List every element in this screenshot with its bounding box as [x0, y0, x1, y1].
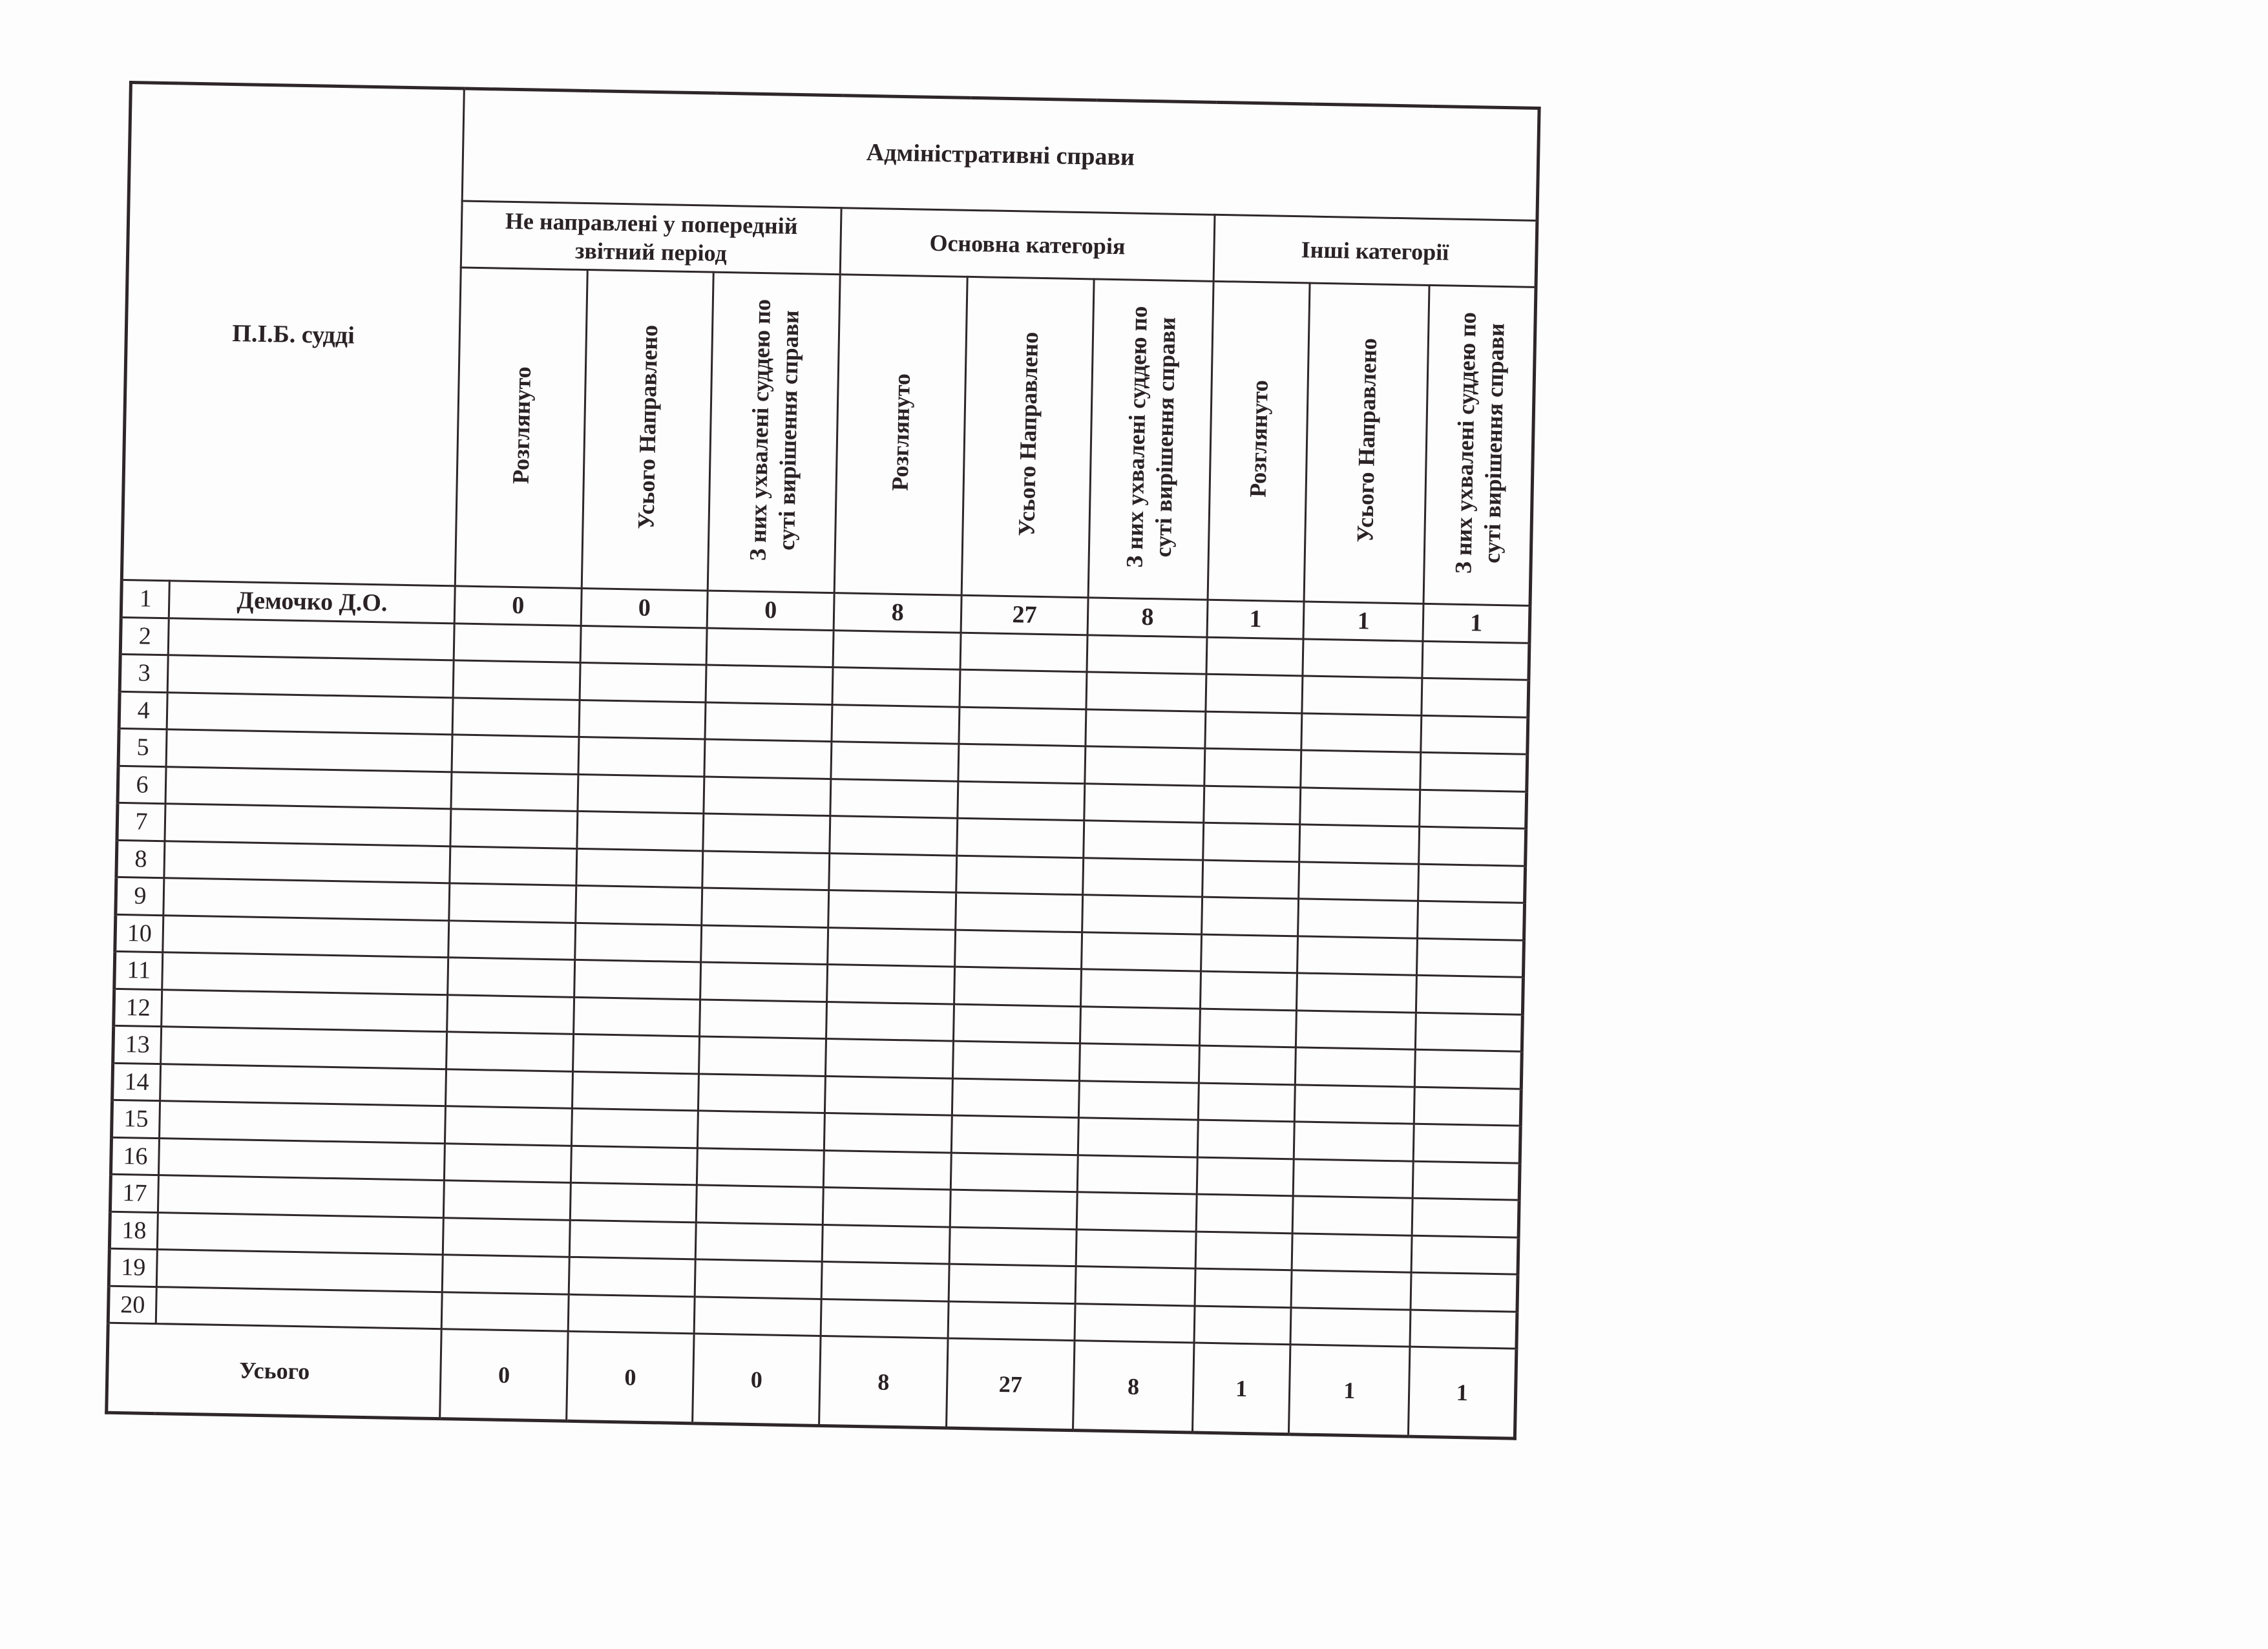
value-cell: [579, 700, 706, 739]
value-cell: 27: [961, 595, 1087, 635]
value-cell: [825, 1039, 954, 1078]
value-cell: [952, 1078, 1079, 1118]
value-cell: [828, 890, 956, 930]
value-cell: [452, 697, 579, 737]
value-cell: [1204, 786, 1301, 824]
judge-name-cell: [156, 1287, 442, 1329]
value-cell: [576, 885, 702, 925]
judge-name-cell: [162, 989, 448, 1032]
column-header: Усього Направлено: [582, 270, 713, 591]
value-cell: [445, 1143, 571, 1182]
value-cell: [956, 892, 1082, 932]
row-number: 8: [116, 840, 165, 878]
value-cell: [832, 704, 960, 744]
value-cell: [1418, 864, 1526, 903]
value-cell: [580, 625, 707, 665]
value-cell: [1195, 1268, 1292, 1307]
value-cell: [1196, 1194, 1293, 1233]
column-header: Усього Направлено: [1304, 283, 1429, 604]
value-cell: 0: [581, 588, 708, 627]
judge-name-cell: [161, 1027, 447, 1069]
row-number: 1: [121, 580, 169, 618]
judges-report-table: [105, 81, 1540, 1440]
value-cell: [576, 848, 703, 888]
judge-name-cell: [156, 1250, 443, 1292]
value-cell: [454, 623, 581, 662]
row-number: 6: [118, 766, 166, 804]
value-cell: [571, 1146, 697, 1185]
value-cell: [1076, 1229, 1196, 1268]
value-cell: [960, 633, 1087, 672]
scanned-report-sheet: [105, 81, 1541, 1464]
value-cell: [450, 846, 576, 885]
value-cell: [572, 1071, 698, 1111]
value-cell: [829, 853, 958, 892]
judge-name-cell: [164, 841, 450, 883]
value-cell: [1206, 674, 1303, 713]
value-cell: [1087, 635, 1207, 674]
value-cell: [698, 1073, 825, 1113]
value-cell: [1300, 787, 1420, 826]
total-cell: 8: [1073, 1341, 1194, 1433]
value-cell: [443, 1255, 569, 1294]
value-cell: [1079, 1044, 1199, 1083]
value-cell: [447, 994, 574, 1034]
value-cell: [572, 1034, 699, 1073]
value-cell: [953, 1041, 1080, 1080]
value-cell: [955, 930, 1082, 969]
judge-name-cell: [167, 655, 454, 698]
value-cell: [694, 1296, 821, 1336]
value-cell: [1418, 901, 1525, 940]
value-cell: [1197, 1120, 1294, 1159]
judge-name-header: П.І.Б. судді: [121, 83, 464, 586]
row-number: 19: [109, 1248, 157, 1287]
value-cell: [830, 816, 958, 856]
value-cell: [1086, 709, 1206, 748]
row-number: 20: [108, 1286, 156, 1324]
table-header: [121, 83, 1539, 606]
group-header-previous-period: Не направлені у попередній звітний період: [461, 201, 841, 275]
value-cell: [1422, 641, 1529, 680]
row-number: 5: [118, 728, 167, 766]
value-cell: [1416, 975, 1524, 1014]
value-cell: 0: [455, 586, 582, 625]
value-cell: [701, 925, 828, 964]
value-cell: [833, 630, 961, 669]
judge-name-cell: [163, 878, 450, 921]
value-cell: [1294, 1084, 1414, 1124]
value-cell: [1299, 824, 1420, 864]
row-number: 4: [119, 691, 167, 730]
value-cell: [1297, 973, 1417, 1013]
value-cell: [580, 662, 706, 702]
value-cell: [1413, 1124, 1520, 1163]
value-cell: [700, 962, 827, 1002]
value-cell: [952, 1115, 1078, 1155]
value-cell: 0: [707, 591, 834, 630]
value-cell: [1412, 1161, 1520, 1201]
value-cell: [697, 1148, 824, 1187]
value-cell: [578, 737, 705, 776]
value-cell: [1295, 1047, 1415, 1087]
value-cell: [1417, 938, 1524, 978]
value-cell: [703, 814, 830, 853]
value-cell: [1081, 932, 1201, 971]
row-number: 11: [114, 951, 163, 989]
value-cell: [1298, 899, 1418, 938]
value-cell: [1301, 713, 1422, 752]
value-cell: [954, 967, 1081, 1006]
judge-name-cell: [163, 915, 449, 958]
value-cell: [1411, 1235, 1518, 1275]
value-cell: [1075, 1303, 1195, 1343]
value-cell: [958, 744, 1085, 783]
value-cell: [1078, 1080, 1199, 1120]
value-cell: [569, 1257, 695, 1296]
judge-name-cell: [162, 952, 448, 995]
judge-name-cell: [160, 1064, 446, 1106]
value-cell: 8: [834, 593, 962, 633]
value-cell: [1082, 895, 1202, 934]
value-cell: [1198, 1083, 1295, 1122]
value-cell: [954, 1004, 1080, 1044]
value-cell: [705, 702, 832, 742]
column-header: З них ухвалені суддею по суті вирішення справи: [1088, 279, 1213, 600]
column-header: Розглянуто: [834, 275, 968, 596]
total-cell: 27: [947, 1338, 1075, 1431]
value-cell: [450, 809, 577, 848]
value-cell: [960, 669, 1086, 709]
value-cell: 1: [1423, 604, 1530, 643]
judge-name-cell: Демочко Д.О.: [169, 581, 455, 624]
value-cell: [1416, 1013, 1523, 1052]
value-cell: [949, 1227, 1076, 1266]
value-cell: [1291, 1270, 1411, 1310]
value-cell: [573, 997, 700, 1036]
value-cell: [1204, 748, 1301, 787]
value-cell: [1293, 1159, 1413, 1198]
value-cell: [1290, 1307, 1411, 1347]
value-cell: [695, 1259, 822, 1299]
row-number: 15: [112, 1100, 160, 1138]
judge-name-cell: [165, 766, 452, 809]
value-cell: [1080, 1006, 1200, 1045]
value-cell: [1200, 971, 1297, 1010]
judge-name-cell: [159, 1138, 445, 1181]
row-number: 16: [110, 1137, 159, 1175]
value-cell: [1195, 1232, 1292, 1270]
value-cell: [1078, 1118, 1198, 1157]
value-cell: [827, 927, 956, 967]
value-cell: [1294, 1122, 1414, 1161]
value-cell: [832, 667, 961, 707]
value-cell: [823, 1187, 951, 1226]
group-header-other-categories: Інші категорії: [1213, 215, 1537, 287]
value-cell: [1410, 1310, 1517, 1349]
value-cell: [1083, 821, 1203, 860]
judge-name-cell: [168, 618, 454, 660]
value-cell: [451, 772, 578, 811]
value-cell: [448, 958, 574, 997]
value-cell: [956, 856, 1083, 895]
value-cell: [445, 1106, 572, 1146]
value-cell: [1086, 672, 1206, 711]
value-cell: [959, 707, 1086, 746]
judge-name-cell: [158, 1175, 444, 1218]
value-cell: [578, 774, 704, 814]
value-cell: [831, 742, 960, 781]
value-cell: [1296, 1010, 1416, 1049]
value-cell: [702, 888, 828, 927]
value-cell: [704, 739, 831, 779]
judge-name-cell: [165, 804, 451, 846]
value-cell: [442, 1292, 569, 1331]
value-cell: [1415, 1049, 1522, 1089]
value-cell: [446, 1069, 572, 1108]
value-cell: [577, 811, 704, 850]
value-cell: [949, 1264, 1075, 1303]
column-header: З них ухвалені суддею по суті вирішення справи: [1423, 285, 1536, 605]
value-cell: [700, 999, 826, 1038]
group-header-main-category: Основна категорія: [840, 208, 1215, 282]
value-cell: [1292, 1233, 1412, 1272]
value-cell: [444, 1181, 571, 1220]
value-cell: [1194, 1306, 1291, 1345]
row-number: 13: [113, 1025, 162, 1064]
value-cell: [1299, 861, 1419, 901]
value-cell: [568, 1294, 695, 1334]
value-cell: [448, 920, 575, 960]
value-cell: [830, 779, 959, 818]
value-cell: [698, 1111, 824, 1150]
value-cell: [449, 883, 576, 923]
value-cell: [1303, 638, 1423, 678]
value-cell: [1206, 637, 1303, 676]
total-label: Усього: [107, 1323, 442, 1418]
value-cell: [443, 1217, 570, 1257]
judge-name-cell: [157, 1212, 443, 1255]
value-cell: [569, 1220, 696, 1259]
value-cell: [1422, 678, 1529, 717]
value-cell: [574, 960, 701, 999]
row-number: 12: [114, 989, 162, 1027]
value-cell: [957, 818, 1084, 857]
value-cell: [1202, 860, 1299, 899]
value-cell: [821, 1299, 949, 1338]
row-number: 2: [120, 617, 169, 655]
value-cell: 1: [1207, 600, 1304, 638]
value-cell: [958, 781, 1084, 821]
judge-name-cell: [166, 730, 452, 772]
judge-name-cell: [160, 1101, 446, 1144]
row-number: 17: [110, 1174, 158, 1212]
column-header: Розглянуто: [1208, 281, 1310, 602]
value-cell: [824, 1113, 952, 1152]
value-cell: [1077, 1155, 1197, 1194]
value-cell: [1420, 752, 1528, 792]
value-cell: [1414, 1087, 1522, 1126]
value-cell: [702, 850, 829, 890]
value-cell: 1: [1303, 602, 1423, 641]
value-cell: [1197, 1157, 1294, 1196]
column-header: З них ухвалені суддею по суті вирішення справи: [708, 272, 840, 593]
value-cell: [826, 965, 955, 1004]
total-cell: 0: [567, 1331, 695, 1423]
total-cell: 0: [440, 1329, 568, 1422]
column-header: Розглянуто: [456, 268, 587, 588]
value-cell: [1420, 790, 1527, 829]
value-cell: [1085, 746, 1205, 786]
value-cell: [706, 628, 833, 667]
value-cell: [1302, 676, 1422, 715]
value-cell: [1203, 823, 1300, 861]
value-cell: 8: [1087, 598, 1208, 637]
value-cell: [951, 1153, 1078, 1192]
value-cell: [1199, 1045, 1296, 1084]
value-cell: [1201, 934, 1297, 973]
value-cell: [446, 1032, 573, 1071]
value-cell: [454, 660, 580, 700]
total-cell: 0: [693, 1334, 821, 1426]
value-cell: [1421, 715, 1528, 755]
row-number: 3: [120, 654, 168, 692]
value-cell: [1205, 711, 1302, 750]
value-cell: [1199, 1009, 1296, 1047]
value-cell: [704, 776, 830, 815]
total-cell: 1: [1192, 1343, 1290, 1434]
value-cell: [706, 665, 832, 704]
value-cell: [452, 735, 578, 774]
value-cell: [575, 923, 702, 962]
row-number: 18: [109, 1212, 158, 1250]
column-header: Усього Направлено: [961, 277, 1093, 597]
value-cell: [1080, 969, 1201, 1009]
total-cell: 1: [1409, 1347, 1517, 1438]
value-cell: [823, 1150, 952, 1190]
total-cell: 1: [1289, 1345, 1411, 1436]
row-number: 10: [115, 914, 163, 952]
value-cell: [1076, 1192, 1197, 1232]
value-cell: [1292, 1196, 1412, 1235]
value-cell: [696, 1222, 823, 1261]
row-number: 9: [116, 877, 164, 915]
value-cell: [571, 1108, 698, 1148]
value-cell: [1411, 1272, 1518, 1312]
value-cell: [948, 1301, 1075, 1341]
value-cell: [1075, 1266, 1195, 1306]
row-number: 14: [112, 1063, 161, 1101]
value-cell: [1301, 750, 1421, 790]
value-cell: [821, 1261, 950, 1301]
value-cell: [697, 1185, 823, 1224]
value-cell: [824, 1076, 953, 1115]
section-title: Адміністративні справи: [463, 89, 1539, 220]
value-cell: [822, 1224, 950, 1264]
value-cell: [950, 1190, 1077, 1229]
value-cell: [1297, 936, 1418, 975]
value-cell: [1084, 783, 1204, 823]
value-cell: [1412, 1198, 1519, 1237]
value-cell: [570, 1182, 697, 1222]
row-number: 7: [117, 803, 165, 841]
judge-name-cell: [167, 692, 453, 735]
value-cell: [1202, 897, 1299, 936]
value-cell: [1419, 826, 1526, 866]
table-body: [108, 580, 1530, 1349]
total-cell: 8: [819, 1336, 948, 1428]
value-cell: [699, 1036, 826, 1076]
value-cell: [826, 1002, 954, 1041]
value-cell: [1082, 857, 1202, 897]
